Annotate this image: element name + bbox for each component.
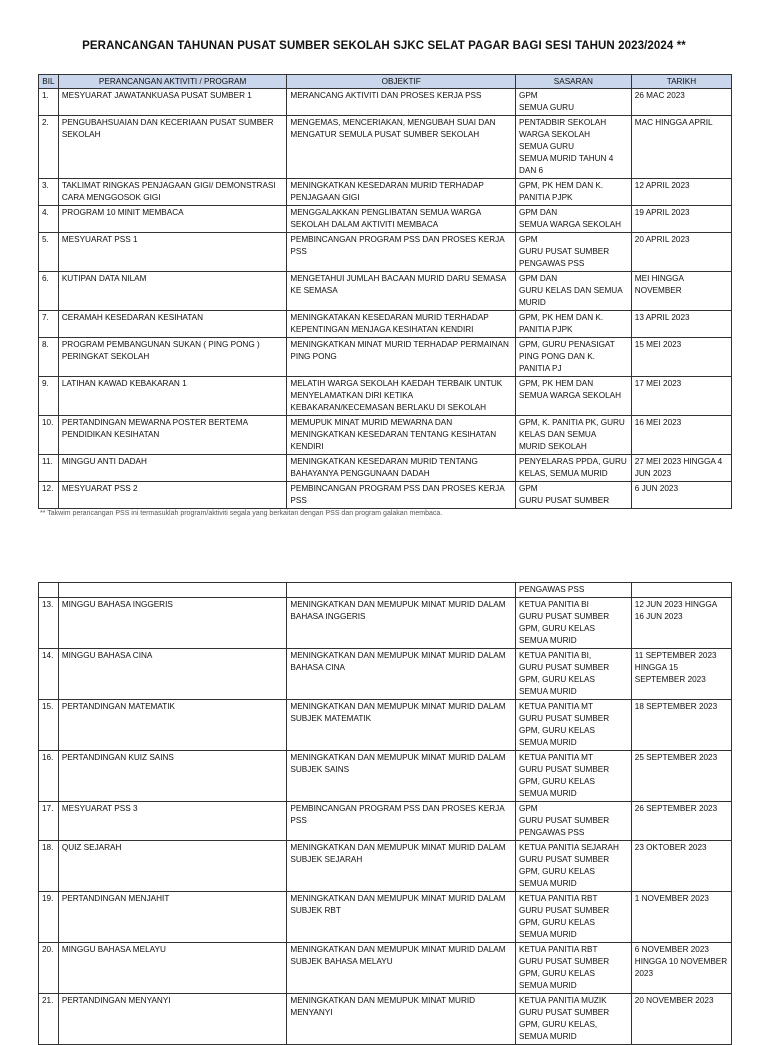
cell-objektif: MENINGKATKAN DAN MEMUPUK MINAT MURID DALAM SUBJEK BAHASA MELAYU bbox=[287, 943, 516, 994]
cell-bil: 16. bbox=[39, 751, 59, 802]
cell-bil: 13. bbox=[39, 598, 59, 649]
cell-sasaran bbox=[515, 598, 631, 649]
cell-objektif: PEMBINCANGAN PROGRAM PSS DAN PROSES KERJA PSS bbox=[287, 482, 516, 509]
cell-sasaran: PENGAWAS PSS bbox=[515, 583, 631, 598]
cell-objektif: MENINGKATKAN DAN MEMUPUK MINAT MURID DALAM SUBJEK RBT bbox=[287, 892, 516, 943]
cell-tarikh: 17 MEI 2023 bbox=[631, 377, 731, 416]
cell-bil: 12. bbox=[39, 482, 59, 509]
cell-bil: 1. bbox=[39, 89, 59, 116]
sasaran-line: KETUA PANITIA MUZIK bbox=[518, 996, 607, 1005]
plan-table-page-2 bbox=[38, 582, 732, 1045]
sasaran-line: GPM, GURU KELAS bbox=[518, 867, 595, 876]
sasaran-line: GURU PUSAT SUMBER bbox=[518, 1008, 610, 1017]
cell-objektif: MENINGKATKAN DAN MEMUPUK MINAT MURID DALAM SUBJEK MATEMATIK bbox=[287, 700, 516, 751]
cell-tarikh: 15 MEI 2023 bbox=[631, 338, 731, 377]
table-row bbox=[39, 116, 732, 179]
table-header-row bbox=[39, 75, 732, 89]
sasaran-line: GPM bbox=[518, 804, 538, 813]
cell-bil: 5. bbox=[39, 233, 59, 272]
cell-bil: 6. bbox=[39, 272, 59, 311]
sasaran-line: MURID bbox=[518, 298, 546, 307]
sasaran-line: SEMUA MURID bbox=[518, 879, 577, 888]
sasaran-line: SEMUA WARGA SEKOLAH bbox=[518, 391, 622, 400]
cell-tarikh: 6 JUN 2023 bbox=[631, 482, 731, 509]
cell-tarikh: 18 SEPTEMBER 2023 bbox=[631, 700, 731, 751]
cell-sasaran bbox=[515, 89, 631, 116]
table-row bbox=[39, 994, 732, 1045]
table-row bbox=[39, 416, 732, 455]
sasaran-line: SEMUA MURID bbox=[518, 789, 577, 798]
plan-table-page-1 bbox=[38, 74, 732, 509]
cell-bil: 2. bbox=[39, 116, 59, 179]
sasaran-line: GURU PUSAT SUMBER bbox=[518, 765, 610, 774]
cell-tarikh: 19 APRIL 2023 bbox=[631, 206, 731, 233]
cell-sasaran bbox=[515, 377, 631, 416]
sasaran-line: GURU PUSAT SUMBER bbox=[518, 612, 610, 621]
sasaran-line: PENTADBIR SEKOLAH bbox=[518, 118, 607, 127]
sasaran-line: GPM, K. PANITIA PK, GURU bbox=[518, 418, 625, 427]
cell-tarikh: MEI HINGGA NOVEMBER bbox=[631, 272, 731, 311]
sasaran-line: SEMUA WARGA SEKOLAH bbox=[518, 220, 622, 229]
sasaran-line: PENGAWAS PSS bbox=[518, 259, 585, 268]
cell-objektif: MEMUPUK MINAT MURID MEWARNA DAN MENINGKATKAN KESEDARAN TENTANG KESIHATAN KENDIRI bbox=[287, 416, 516, 455]
cell-tarikh: 1 NOVEMBER 2023 bbox=[631, 892, 731, 943]
sasaran-line: SEMUA MURID bbox=[518, 687, 577, 696]
cell-aktiviti bbox=[58, 583, 287, 598]
table-row bbox=[39, 598, 732, 649]
table-row bbox=[39, 89, 732, 116]
sasaran-line: SEMUA MURID TAHUN 4 bbox=[518, 154, 614, 163]
cell-sasaran bbox=[515, 943, 631, 994]
cell-tarikh: 16 MEI 2023 bbox=[631, 416, 731, 455]
sasaran-line: GPM, PK HEM DAN bbox=[518, 379, 594, 388]
cell-bil bbox=[39, 583, 59, 598]
cell-sasaran bbox=[515, 116, 631, 179]
header-tarikh: TARIKH bbox=[631, 75, 731, 89]
cell-objektif: MENGETAHUI JUMLAH BACAAN MURID DARU SEMASA KE SEMASA bbox=[287, 272, 516, 311]
sasaran-line: PANITIA PJPK bbox=[518, 193, 573, 202]
cell-sasaran bbox=[515, 994, 631, 1045]
table-row bbox=[39, 892, 732, 943]
sasaran-line: GURU PUSAT SUMBER bbox=[518, 816, 610, 825]
sasaran-line: GPM, GURU PENASIGAT bbox=[518, 340, 615, 349]
table-body-page-2 bbox=[39, 583, 732, 1045]
sasaran-line: GPM DAN bbox=[518, 208, 558, 217]
sasaran-line: GURU KELAS DAN SEMUA bbox=[518, 286, 623, 295]
cell-aktiviti: PERTANDINGAN KUIZ SAINS bbox=[58, 751, 287, 802]
sasaran-line: GPM bbox=[518, 91, 538, 100]
table-row bbox=[39, 455, 732, 482]
cell-objektif: MENGEMAS, MENCERIAKAN, MENGUBAH SUAI DAN MENGATUR SEMULA PUSAT SUMBER SEKOLAH bbox=[287, 116, 516, 179]
cell-objektif: MENINGKATKAN DAN MEMUPUK MINAT MURID DALAM SUBJEK SEJARAH bbox=[287, 841, 516, 892]
cell-tarikh: 26 MAC 2023 bbox=[631, 89, 731, 116]
sasaran-line: SEMUA MURID bbox=[518, 930, 577, 939]
sasaran-line: GPM DAN bbox=[518, 274, 558, 283]
cell-aktiviti: MESYUARAT PSS 2 bbox=[58, 482, 287, 509]
cell-bil: 10. bbox=[39, 416, 59, 455]
cell-aktiviti: PENGUBAHSUAIAN DAN KECERIAAN PUSAT SUMBER SEKOLAH bbox=[58, 116, 287, 179]
sasaran-line: SEMUA MURID bbox=[518, 636, 577, 645]
cell-tarikh: 26 SEPTEMBER 2023 bbox=[631, 802, 731, 841]
sasaran-line: PING PONG DAN K. bbox=[518, 352, 595, 361]
sasaran-line: GPM, GURU KELAS bbox=[518, 918, 595, 927]
cell-tarikh: 20 NOVEMBER 2023 bbox=[631, 994, 731, 1045]
sasaran-line: GPM bbox=[518, 484, 538, 493]
header-bil: BIL bbox=[39, 75, 59, 89]
cell-sasaran bbox=[515, 233, 631, 272]
sasaran-line: SEMUA GURU bbox=[518, 142, 574, 151]
cell-tarikh: 12 JUN 2023 HINGGA 16 JUN 2023 bbox=[631, 598, 731, 649]
sasaran-line: SEMUA MURID bbox=[518, 738, 577, 747]
sasaran-line: GPM, GURU KELAS bbox=[518, 675, 595, 684]
sasaran-line: GPM, GURU KELAS bbox=[518, 624, 595, 633]
cell-tarikh: 25 SEPTEMBER 2023 bbox=[631, 751, 731, 802]
table-row bbox=[39, 943, 732, 994]
table-row bbox=[39, 233, 732, 272]
cell-objektif: MENINGKATKAN KESEDARAN MURID TERHADAP PENJAGAAN GIGI bbox=[287, 179, 516, 206]
cell-bil: 19. bbox=[39, 892, 59, 943]
cell-objektif bbox=[287, 583, 516, 598]
cell-objektif: PEMBINCANGAN PROGRAM PSS DAN PROSES KERJA PSS bbox=[287, 233, 516, 272]
cell-sasaran bbox=[515, 700, 631, 751]
cell-tarikh: 23 OKTOBER 2023 bbox=[631, 841, 731, 892]
cell-aktiviti: PERTANDINGAN MATEMATIK bbox=[58, 700, 287, 751]
cell-objektif: MENINGKATKAN KESEDARAN MURID TENTANG BAHAYANYA PENGGUNAAN DADAH bbox=[287, 455, 516, 482]
cell-bil: 14. bbox=[39, 649, 59, 700]
cell-sasaran bbox=[515, 416, 631, 455]
header-objektif: OBJEKTIF bbox=[287, 75, 516, 89]
cell-aktiviti: PROGRAM 10 MINIT MEMBACA bbox=[58, 206, 287, 233]
cell-sasaran bbox=[515, 206, 631, 233]
cell-objektif: MENINGKATKAN MINAT MURID TERHADAP PERMAINAN PING PONG bbox=[287, 338, 516, 377]
sasaran-line: KETUA PANITIA BI, bbox=[518, 651, 592, 660]
cell-aktiviti: MINGGU ANTI DADAH bbox=[58, 455, 287, 482]
cell-aktiviti: MESYUARAT PSS 1 bbox=[58, 233, 287, 272]
table-row bbox=[39, 649, 732, 700]
cell-bil: 7. bbox=[39, 311, 59, 338]
sasaran-line: GPM, PK HEM DAN K. bbox=[518, 313, 604, 322]
table-row bbox=[39, 206, 732, 233]
sasaran-line: SEMUA MURID bbox=[518, 981, 577, 990]
cell-sasaran bbox=[515, 338, 631, 377]
cell-bil: 8. bbox=[39, 338, 59, 377]
cell-aktiviti: PERTANDINGAN MEWARNA POSTER BERTEMA PENDIDIKAN KESIHATAN bbox=[58, 416, 287, 455]
cell-bil: 20. bbox=[39, 943, 59, 994]
cell-bil: 11. bbox=[39, 455, 59, 482]
sasaran-line: GPM, GURU KELAS bbox=[518, 777, 595, 786]
cell-sasaran bbox=[515, 272, 631, 311]
table-row bbox=[39, 482, 732, 509]
cell-bil: 21. bbox=[39, 994, 59, 1045]
table-row bbox=[39, 179, 732, 206]
cell-tarikh: 11 SEPTEMBER 2023 HINGGA 15 SEPTEMBER 2023 bbox=[631, 649, 731, 700]
cell-objektif: MENGGALAKKAN PENGLIBATAN SEMUA WARGA SEKOLAH DALAM AKTIVITI MEMBACA bbox=[287, 206, 516, 233]
sasaran-line: GURU PUSAT SUMBER bbox=[518, 663, 610, 672]
cell-aktiviti: KUTIPAN DATA NILAM bbox=[58, 272, 287, 311]
cell-bil: 18. bbox=[39, 841, 59, 892]
table-body-page-1 bbox=[39, 89, 732, 509]
cell-tarikh: 27 MEI 2023 HINGGA 4 JUN 2023 bbox=[631, 455, 731, 482]
sasaran-line: GURU PUSAT SUMBER bbox=[518, 714, 610, 723]
sasaran-line: SEMUA GURU bbox=[518, 103, 574, 112]
cell-sasaran bbox=[515, 455, 631, 482]
sasaran-line: KETUA PANITIA RBT bbox=[518, 894, 598, 903]
sasaran-line: KETUA PANITIA RBT bbox=[518, 945, 598, 954]
cell-sasaran bbox=[515, 179, 631, 206]
cell-bil: 4. bbox=[39, 206, 59, 233]
sasaran-line: KETUA PANITIA MT bbox=[518, 702, 593, 711]
table-row bbox=[39, 272, 732, 311]
sasaran-line: PENYELARAS PPDA, GURU bbox=[518, 457, 627, 466]
sasaran-line: KETUA PANITIA SEJARAH bbox=[518, 843, 619, 852]
sasaran-line: KELAS, SEMUA MURID bbox=[518, 469, 608, 478]
cell-tarikh: 12 APRIL 2023 bbox=[631, 179, 731, 206]
cell-sasaran bbox=[515, 311, 631, 338]
cell-sasaran bbox=[515, 482, 631, 509]
cell-aktiviti: QUIZ SEJARAH bbox=[58, 841, 287, 892]
cell-aktiviti: MINGGU BAHASA CINA bbox=[58, 649, 287, 700]
cell-objektif: MENINGKATAKAN KESEDARAN MURID TERHADAP KEPENTINGAN MENJAGA KESIHATAN KENDIRI bbox=[287, 311, 516, 338]
cell-bil: 15. bbox=[39, 700, 59, 751]
sasaran-line: GURU PUSAT SUMBER bbox=[518, 496, 610, 505]
sasaran-line: KETUA PANITIA MT bbox=[518, 753, 593, 762]
cell-sasaran bbox=[515, 751, 631, 802]
sasaran-line: GPM, GURU KELAS bbox=[518, 969, 595, 978]
cell-bil: 9. bbox=[39, 377, 59, 416]
sasaran-line: GURU PUSAT SUMBER bbox=[518, 855, 610, 864]
cell-aktiviti: CERAMAH KESEDARAN KESIHATAN bbox=[58, 311, 287, 338]
sasaran-line: GPM, GURU KELAS, bbox=[518, 1020, 598, 1029]
cell-aktiviti: MINGGU BAHASA INGGERIS bbox=[58, 598, 287, 649]
sasaran-line: GURU PUSAT SUMBER bbox=[518, 957, 610, 966]
cell-tarikh: 13 APRIL 2023 bbox=[631, 311, 731, 338]
cell-aktiviti: TAKLIMAT RINGKAS PENJAGAAN GIGI/ DEMONSTRASI CARA MENGGOSOK GIGI bbox=[58, 179, 287, 206]
table-row-continuation bbox=[39, 583, 732, 598]
cell-tarikh: MAC HINGGA APRIL bbox=[631, 116, 731, 179]
cell-bil: 3. bbox=[39, 179, 59, 206]
sasaran-line: GPM, GURU KELAS bbox=[518, 726, 595, 735]
sasaran-line: MURID SEKOLAH bbox=[518, 442, 587, 451]
sasaran-line: KETUA PANITIA BI bbox=[518, 600, 589, 609]
table-row bbox=[39, 377, 732, 416]
table-row bbox=[39, 841, 732, 892]
cell-sasaran bbox=[515, 841, 631, 892]
header-sasaran: SASARAN bbox=[515, 75, 631, 89]
table-row bbox=[39, 700, 732, 751]
header-aktiviti: PERANCANGAN AKTIVITI / PROGRAM bbox=[58, 75, 287, 89]
sasaran-line: GPM, PK HEM DAN K. bbox=[518, 181, 604, 190]
table-row bbox=[39, 802, 732, 841]
cell-aktiviti: PROGRAM PEMBANGUNAN SUKAN ( PING PONG ) PERINGKAT SEKOLAH bbox=[58, 338, 287, 377]
footnote: ** Takwim perancangan PSS ini termasuklah program/aktiviti segala yang berkaitan dengan PSS dan program galakan membaca. bbox=[40, 510, 443, 517]
cell-objektif: MENINGKATKAN DAN MEMUPUK MINAT MURID MENYANYI bbox=[287, 994, 516, 1045]
cell-aktiviti: PERTANDINGAN MENYANYI bbox=[58, 994, 287, 1045]
sasaran-line: DAN 6 bbox=[518, 166, 544, 175]
sasaran-line: WARGA SEKOLAH bbox=[518, 130, 591, 139]
cell-objektif: MENINGKATKAN DAN MEMUPUK MINAT MURID DALAM BAHASA INGGERIS bbox=[287, 598, 516, 649]
cell-aktiviti: MESYUARAT JAWATANKUASA PUSAT SUMBER 1 bbox=[58, 89, 287, 116]
cell-sasaran bbox=[515, 649, 631, 700]
cell-tarikh bbox=[631, 583, 731, 598]
cell-aktiviti: LATIHAN KAWAD KEBAKARAN 1 bbox=[58, 377, 287, 416]
document-title: PERANCANGAN TAHUNAN PUSAT SUMBER SEKOLAH SJKC SELAT PAGAR BAGI SESI TAHUN 2023/2024 ** bbox=[82, 40, 686, 52]
sasaran-line: PENGAWAS PSS bbox=[518, 828, 585, 837]
cell-tarikh: 6 NOVEMBER 2023 HINGGA 10 NOVEMBER 2023 bbox=[631, 943, 731, 994]
sasaran-line: PANITIA PJPK bbox=[518, 325, 573, 334]
sasaran-line: PANITIA PJ bbox=[518, 364, 562, 373]
sasaran-line: KELAS DAN SEMUA bbox=[518, 430, 597, 439]
cell-sasaran bbox=[515, 802, 631, 841]
table-row bbox=[39, 311, 732, 338]
sasaran-line: SEMUA MURID bbox=[518, 1032, 577, 1041]
cell-objektif: MENINGKATKAN DAN MEMUPUK MINAT MURID DALAM SUBJEK SAINS bbox=[287, 751, 516, 802]
cell-objektif: MENINGKATKAN DAN MEMUPUK MINAT MURID DALAM BAHASA CINA bbox=[287, 649, 516, 700]
sasaran-line: GURU PUSAT SUMBER bbox=[518, 247, 610, 256]
sasaran-line: GURU PUSAT SUMBER bbox=[518, 906, 610, 915]
cell-objektif: MELATIH WARGA SEKOLAH KAEDAH TERBAIK UNTUK MENYELAMATKAN DIRI KETIKA KEBAKARAN/KECEMASAN BERLAKU DI SEKOLAH bbox=[287, 377, 516, 416]
table-row bbox=[39, 338, 732, 377]
cell-objektif: MERANCANG AKTIVITI DAN PROSES KERJA PSS bbox=[287, 89, 516, 116]
cell-aktiviti: MINGGU BAHASA MELAYU bbox=[58, 943, 287, 994]
table-row bbox=[39, 751, 732, 802]
cell-bil: 17. bbox=[39, 802, 59, 841]
cell-aktiviti: MESYUARAT PSS 3 bbox=[58, 802, 287, 841]
cell-aktiviti: PERTANDINGAN MENJAHIT bbox=[58, 892, 287, 943]
cell-objektif: PEMBINCANGAN PROGRAM PSS DAN PROSES KERJA PSS bbox=[287, 802, 516, 841]
cell-tarikh: 20 APRIL 2023 bbox=[631, 233, 731, 272]
sasaran-line: GPM bbox=[518, 235, 538, 244]
cell-sasaran bbox=[515, 892, 631, 943]
